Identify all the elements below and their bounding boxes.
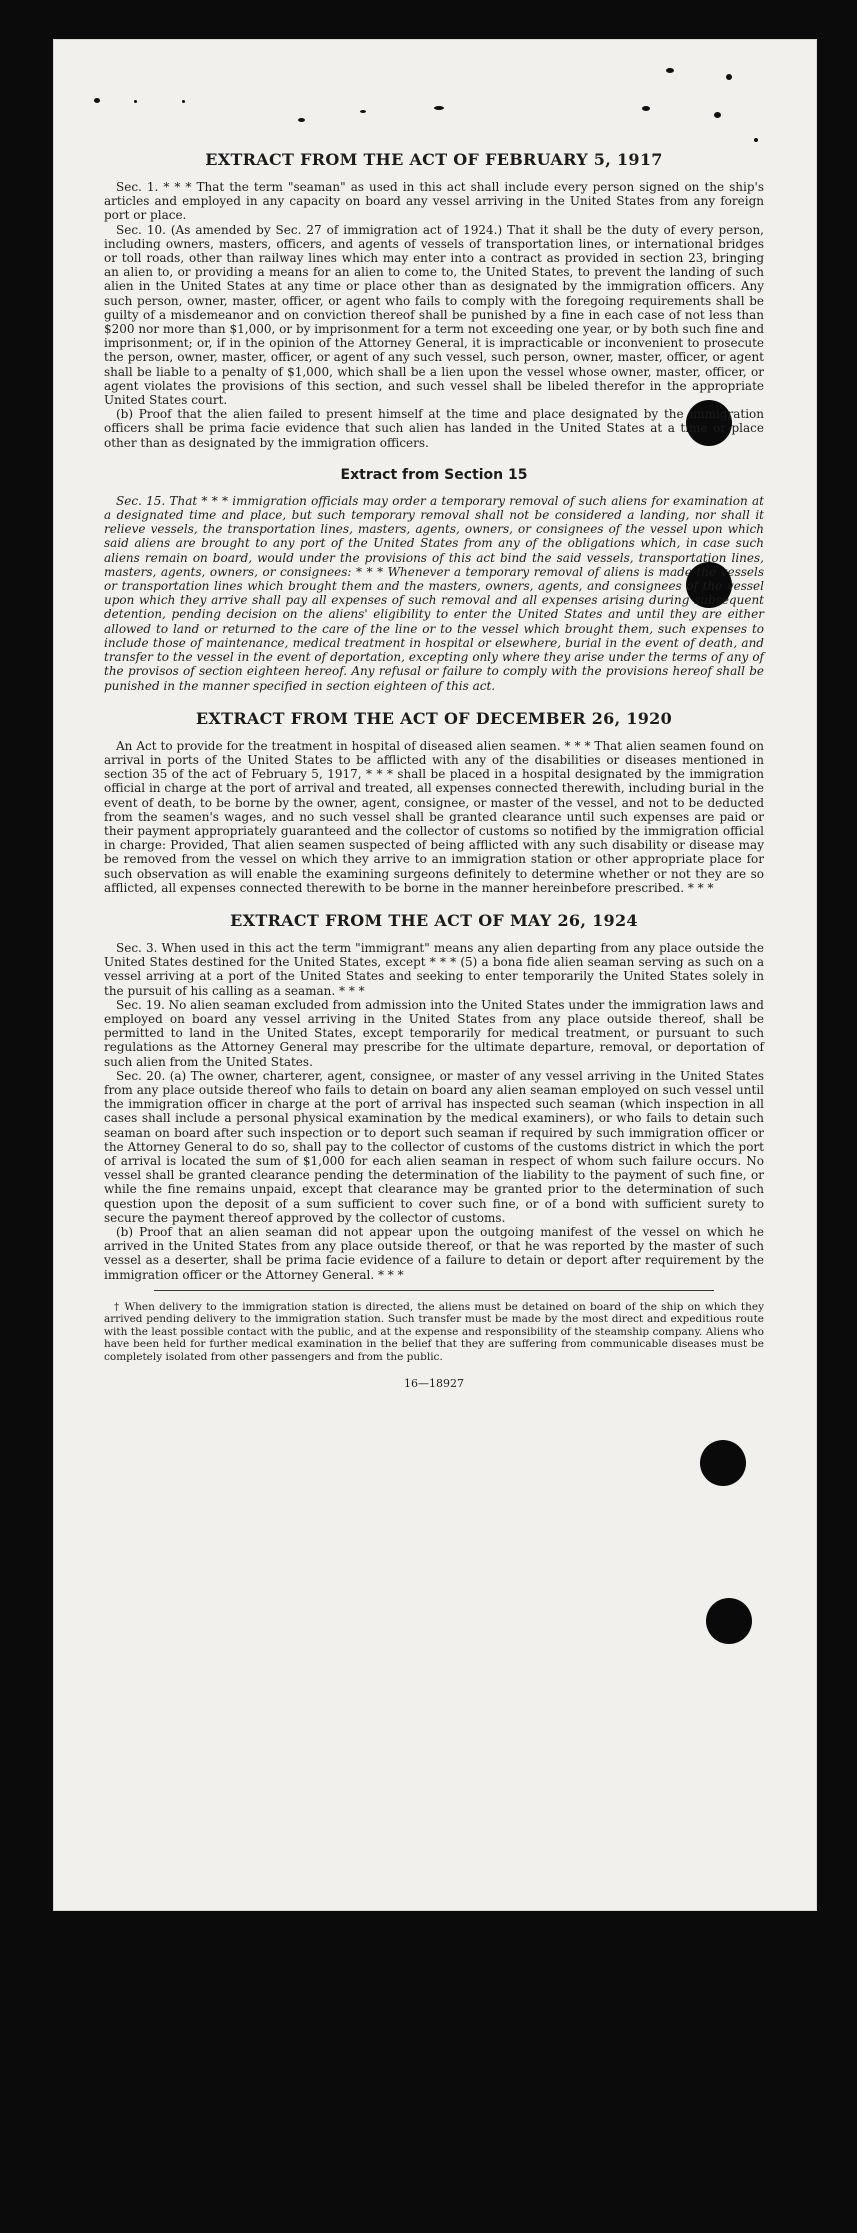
heading-section-15: Extract from Section 15 xyxy=(340,466,528,483)
scan-speck xyxy=(182,100,185,103)
scan-speck xyxy=(134,100,137,103)
scan-speck xyxy=(666,68,674,73)
heading-act-1924: EXTRACT FROM THE ACT OF MAY 26, 1924 xyxy=(230,910,638,930)
paragraph-sec-19: Sec. 19. No alien seaman excluded from admission into the United States under the immigration laws and employed on board any vessel arriving in the United States from any place outside thereof, shall be permitted to land in the United States, except temporarily for medical treatment, or pursuant to such regulations as the Attorney General may prescribe for the ultimate departure, removal, or deportation of such alien from the United States. xyxy=(104,997,764,1069)
paragraph-sec-20-b: (b) Proof that an alien seaman did not appear upon the outgoing manifest of the vessel on which he arrived in the United States from any place outside thereof, or that he was reported by the master of such vessel as a deserter, shall be prima facie evidence of a failure to detain or deport after requirement by the immigration officer or the Attorney General. * * * xyxy=(104,1225,764,1282)
footnote: † When delivery to the immigration station is directed, the aliens must be detained on board of the ship on which they arrived pending delivery to the immigration station. Such transfer must be made by the most direct and expeditious route with the least possible contact with the public, and at the expense and responsibility of the steamship company. Aliens who have been held for further medical examination in the belief that they are suffering from communicable diseases must be completely isolated from other passengers and from the public. xyxy=(104,1300,764,1363)
scan-speck xyxy=(754,138,758,142)
punch-hole xyxy=(706,1598,752,1644)
scan-speck xyxy=(726,74,732,80)
scan-speck xyxy=(434,106,444,110)
page-number: 16—18927 xyxy=(404,1377,464,1391)
paragraph-sec-15: Sec. 15. That * * * immigration officials may order a temporary removal of such aliens for examination at a designated time and place, but such temporary removal shall not be considered a landing, nor shall it relieve vessels, the transportation lines, masters, agents, owners, or consignees of the vessel upon which said aliens are brought to any port of the United States from any of the obligations which, in case such aliens remain on board, would under the provisions of this act bind the said vessels, transportation lines, masters, agents, owners, or consignees: * * * Whenever a temporary removal of aliens is made the vessels or transportation lines which brought them and the masters, owners, agents, and consignees of the vessel upon which they arrive shall pay all expenses of such removal and all expenses arising during subsequent detention, pending decision on the aliens' eligibility to enter the United States and until they are either allowed to land or returned to the care of the line or to the vessel which brought them, such expenses to include those of maintenance, medical treatment in hospital or elsewhere, burial in the event of death, and transfer to the vessel in the event of deportation, excepting only where they arise under the terms of any of the provisos of section eighteen hereof. Any refusal or failure to comply with the provisions hereof shall be punished in the manner specified in section eighteen of this act. xyxy=(104,493,764,693)
heading-act-1920: EXTRACT FROM THE ACT OF DECEMBER 26, 1920 xyxy=(195,708,673,728)
paragraph-sec-1: Sec. 1. * * * That the term "seaman" as used in this act shall include every person signed on the ship's articles and employed in any capacity on board any vessel arriving in the United States from any foreign port or place. xyxy=(104,180,764,223)
paragraph-sec-10: Sec. 10. (As amended by Sec. 27 of immigration act of 1924.) That it shall be the duty of every person, including owners, masters, officers, and agents of vessels of transportation lines, or international bridges or toll roads, other than railway lines which may enter into a contract as provided in section 23, bringing an alien to, or providing a means for an alien to come to, the United States, to prevent the landing of such alien in the United States at any time or place other than as designated by the immigration officers. Any such person, owner, master, officer, or agent who fails to comply with the foregoing requirements shall be guilty of a misdemeanor and on conviction thereof shall be punished by a fine in each case of not less than $200 nor more than $1,000, or by imprisonment for a term not exceeding one year, or by both such fine and imprisonment; or, if in the opinion of the Attorney General, it is impracticable or inconvenient to prosecute the person, owner, master, officer, or agent of any such vessel, such person, owner, master, officer, or agent shall be liable to a penalty of $1,000, which shall be a lien upon the vessel whose owner, master, officer, or agent violates the provisions of this section, and such vessel shall be libeled therefor in the appropriate United States court. xyxy=(104,222,764,408)
paragraph-sec-3: Sec. 3. When used in this act the term "immigrant" means any alien departing from any place outside the United States destined for the United States, except * * * (5) a bona fide alien seaman serving as such on a vessel arriving at a port of the United States and seeking to enter temporarily the United States solely in the pursuit of his calling as a seaman. * * * xyxy=(104,940,764,998)
footnote-divider xyxy=(154,1290,714,1291)
heading-act-1917: EXTRACT FROM THE ACT OF FEBRUARY 5, 1917 xyxy=(205,150,663,169)
punch-hole xyxy=(700,1440,746,1486)
scan-speck xyxy=(714,112,721,118)
scan-speck xyxy=(360,110,366,113)
paragraph-sec-10-b: (b) Proof that the alien failed to present himself at the time and place designated by the immigration officers shall be prima facie evidence that such alien has landed in the United States at a time or place other than as designated by the immigration officers. xyxy=(104,407,764,450)
scan-speck xyxy=(298,118,305,122)
paragraph-sec-20-a: Sec. 20. (a) The owner, charterer, agent, consignee, or master of any vessel arriving in the United States from any place outside thereof who fails to detain on board any alien seaman employed on such vessel until the immigration officer in charge at the port of arrival has inspected such seaman (which inspection in all cases shall include a personal physical examination by the medical examiners), or who fails to detain such seaman on board after such inspection or to deport such seaman if required by such immigration officer or the Attorney General to do so, shall pay to the collector of customs of the customs district in which the port of arrival is located the sum of $1,000 for each alien seaman in respect of whom such failure occurs. No vessel shall be granted clearance pending the determination of the liability to the payment of such fine, or while the fine remains unpaid, except that clearance may be granted prior to the determination of such question upon the deposit of a sum sufficient to cover such fine, or of a bond with sufficient surety to secure the payment thereof approved by the collector of customs. xyxy=(104,1068,764,1225)
document-body xyxy=(104,150,764,1390)
scan-speck xyxy=(94,98,100,103)
paragraph-act-1920: An Act to provide for the treatment in hospital of diseased alien seamen. * * * That alien seamen found on arrival in ports of the United States to be afflicted with any of the disabilities or diseases mentioned in section 35 of the act of February 5, 1917, * * * shall be placed in a hospital designated by the immigration official in charge at the port of arrival and treated, all expenses connected therewith, including burial in the event of death, to be borne by the owner, agent, consignee, or master of the vessel, and not to be deducted from the seamen's wages, and no such vessel shall be granted clearance until such expenses are paid or their payment appropriately guaranteed and the collector of customs so notified by the immigration official in charge: Provided, That alien seamen suspected of being afflicted with any such disability or disease may be removed from the vessel on which they arrive to an immigration station or other appropriate place for such observation as will enable the examining surgeons definitely to determine whether or not they are so afflicted, all expenses connected therewith to be borne in the manner hereinbefore prescribed. * * * xyxy=(104,738,764,895)
document-page xyxy=(54,40,816,1910)
scan-speck xyxy=(642,106,650,111)
